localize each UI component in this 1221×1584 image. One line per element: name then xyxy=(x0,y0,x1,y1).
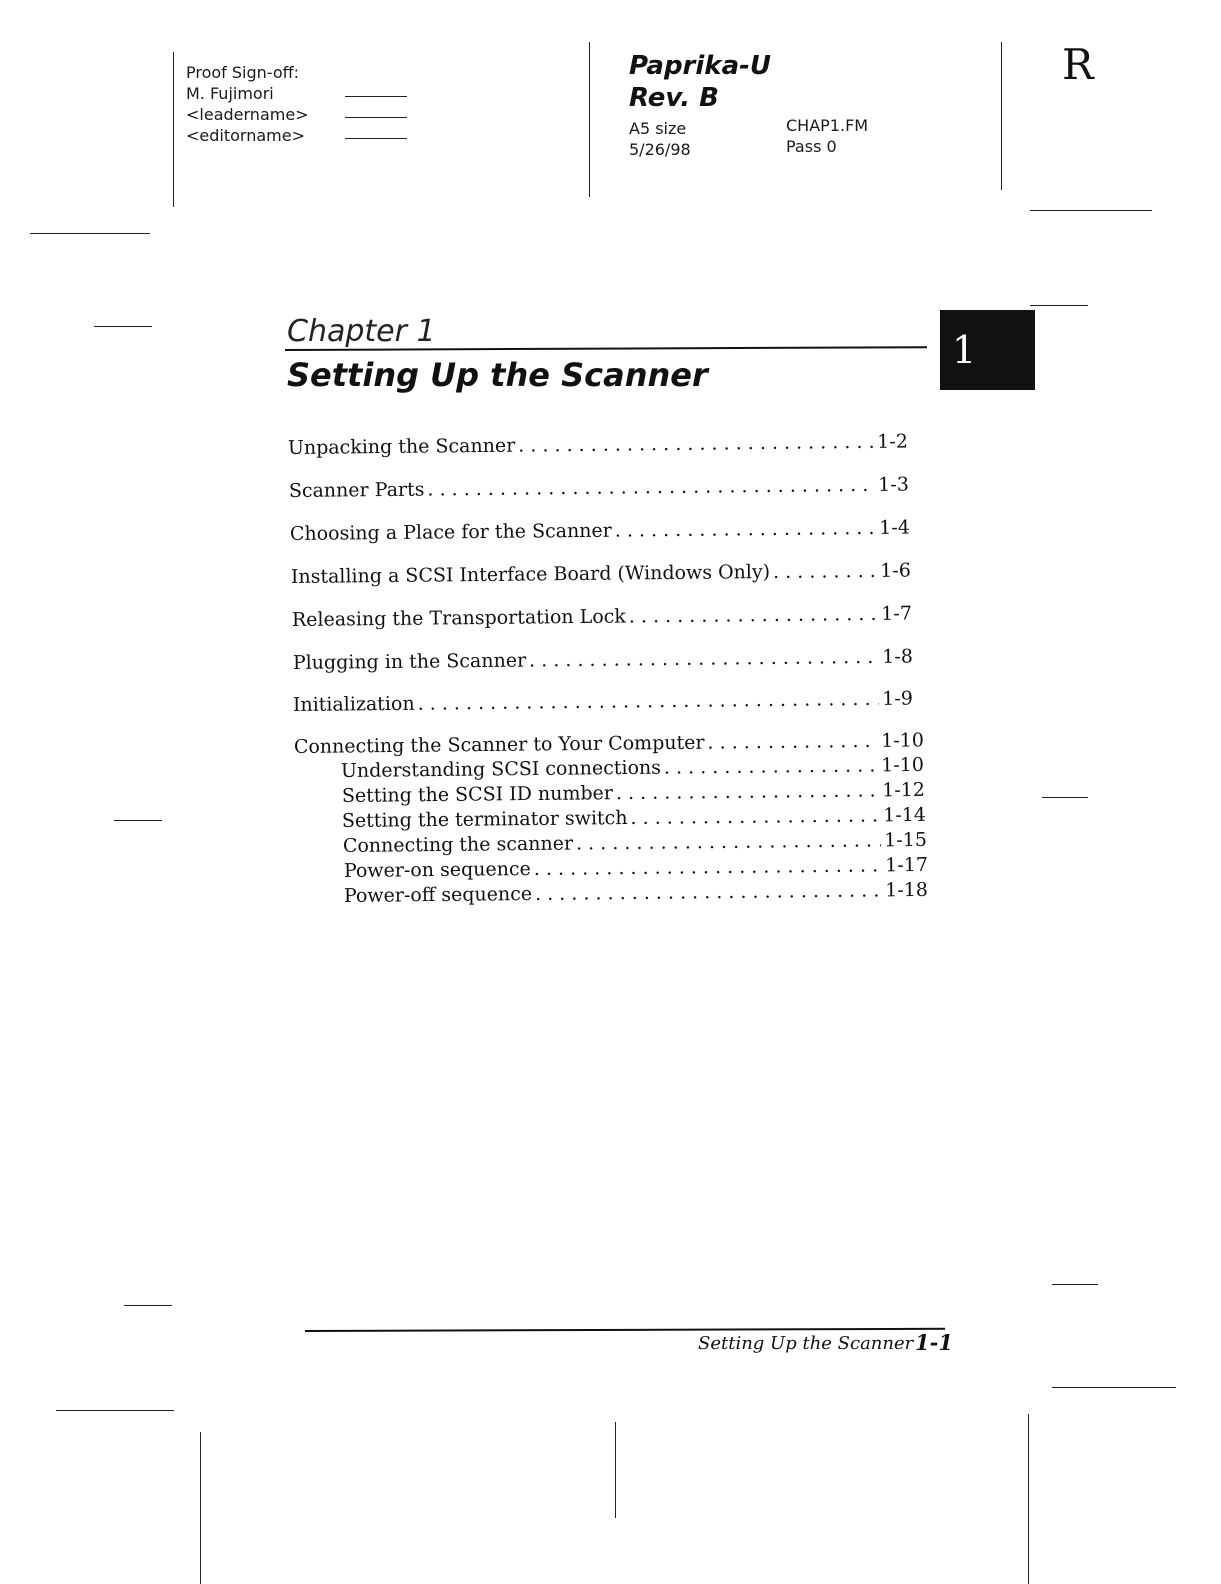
toc-leader-dots xyxy=(629,603,879,628)
corner-mark: R xyxy=(1062,40,1094,89)
toc-entry-page: 1-8 xyxy=(882,645,913,668)
crop-mark xyxy=(200,1432,201,1584)
toc-leader-dots xyxy=(427,474,875,501)
crop-mark xyxy=(124,1305,172,1306)
toc-subentry xyxy=(342,804,926,832)
crop-mark xyxy=(1052,1387,1176,1388)
toc-entry xyxy=(293,646,913,674)
crop-mark xyxy=(1052,1284,1098,1285)
toc-leader-dots xyxy=(535,879,882,905)
toc-entry-title: Initialization xyxy=(292,692,415,716)
crop-mark xyxy=(1030,210,1152,211)
proof-leader: <leadername> xyxy=(186,105,309,124)
footer-rule xyxy=(305,1328,945,1332)
crop-mark xyxy=(1042,797,1088,798)
toc-leader-dots xyxy=(534,854,883,880)
toc-entry-page: 1-4 xyxy=(879,516,910,539)
toc-leader-dots xyxy=(773,560,877,583)
proof-signoff-block xyxy=(186,62,309,146)
toc-subentry xyxy=(344,879,928,907)
toc-entry xyxy=(290,517,910,545)
toc-entry-page: 1-9 xyxy=(882,687,913,710)
toc-subentry xyxy=(341,754,924,782)
crop-mark xyxy=(30,233,150,234)
toc-subentry-title: Connecting the scanner xyxy=(342,832,574,857)
toc-leader-dots xyxy=(664,754,878,778)
crop-mark xyxy=(56,1410,174,1411)
proof-label: Proof Sign-off: xyxy=(186,63,300,82)
toc-entry xyxy=(291,560,911,588)
document-name: Paprika-U xyxy=(629,51,772,81)
toc-leader-dots xyxy=(576,829,881,854)
document-date: 5/26/98 xyxy=(629,140,691,159)
toc-subentry-page: 1-15 xyxy=(884,828,927,852)
toc-subentry-page: 1-14 xyxy=(883,803,926,827)
signature-line xyxy=(345,138,407,139)
toc-entry-title: Connecting the Scanner to Your Computer xyxy=(293,731,705,758)
pass-number: Pass 0 xyxy=(786,137,837,156)
toc-entry xyxy=(289,474,909,502)
crop-mark xyxy=(173,52,174,207)
crop-mark xyxy=(114,820,162,821)
toc-leader-dots xyxy=(529,646,879,672)
toc-subentry-page: 1-17 xyxy=(885,853,928,877)
chapter-title: Setting Up the Scanner xyxy=(287,356,708,394)
toc-leader-dots xyxy=(518,431,874,457)
toc-entry xyxy=(294,729,924,758)
toc-entry-page: 1-10 xyxy=(881,729,924,752)
toc-entry-title: Releasing the Transportation Lock xyxy=(291,605,626,631)
toc-entry-page: 1-2 xyxy=(877,430,908,453)
toc-subentry xyxy=(343,829,927,857)
toc-entry-title: Plugging in the Scanner xyxy=(292,649,527,674)
toc-entry-page: 1-7 xyxy=(881,602,912,625)
toc-leader-dots xyxy=(707,730,878,754)
crop-mark xyxy=(94,326,152,327)
toc-subentry-title: Setting the terminator switch xyxy=(341,807,628,832)
signature-line xyxy=(345,96,407,97)
signature-line xyxy=(345,117,407,118)
toc-entry-page: 1-3 xyxy=(878,473,909,496)
crop-mark xyxy=(1001,42,1002,190)
toc-entry xyxy=(292,603,912,631)
toc-leader-dots xyxy=(630,804,880,829)
toc-subentry-title: Power-off sequence xyxy=(343,883,533,907)
toc-entry xyxy=(293,688,913,716)
toc-subentry-page: 1-12 xyxy=(882,778,925,802)
chapter-thumb-tab: 1 xyxy=(940,310,1035,390)
crop-mark xyxy=(1030,305,1088,306)
toc-subentry-page: 1-10 xyxy=(881,753,924,777)
toc-entry-title: Choosing a Place for the Scanner xyxy=(289,519,612,545)
proof-editor: <editorname> xyxy=(186,126,305,145)
chapter-label: Chapter 1 xyxy=(287,314,436,349)
page-size: A5 size xyxy=(629,119,687,138)
toc-subentry-title: Setting the SCSI ID number xyxy=(341,782,614,807)
toc-subentry-title: Power-on sequence xyxy=(343,858,531,882)
toc-leader-dots xyxy=(418,688,880,715)
toc-entry xyxy=(288,431,908,459)
toc-leader-dots xyxy=(616,779,879,804)
toc-entry-title: Scanner Parts xyxy=(288,478,425,502)
toc-entry-title: Unpacking the Scanner xyxy=(287,434,516,459)
crop-mark xyxy=(589,42,590,197)
file-name: CHAP1.FM xyxy=(786,116,869,135)
toc-subentry-title: Understanding SCSI connections xyxy=(340,756,662,782)
proof-name: M. Fujimori xyxy=(186,84,274,103)
toc-leader-dots xyxy=(615,517,877,542)
toc-subentry-page: 1-18 xyxy=(885,878,928,902)
footer-running-title: Setting Up the Scanner xyxy=(698,1333,914,1354)
toc-subentry xyxy=(342,779,925,807)
document-title-block xyxy=(629,50,771,114)
document-revision: Rev. B xyxy=(629,83,719,113)
footer-page-number: 1-1 xyxy=(915,1330,953,1355)
crop-mark xyxy=(615,1422,616,1518)
toc-subentry xyxy=(344,854,928,882)
crop-mark xyxy=(1028,1414,1029,1584)
toc-entry-title: Installing a SCSI Interface Board (Windows Only) xyxy=(290,560,771,588)
toc-entry-page: 1-6 xyxy=(880,559,911,582)
